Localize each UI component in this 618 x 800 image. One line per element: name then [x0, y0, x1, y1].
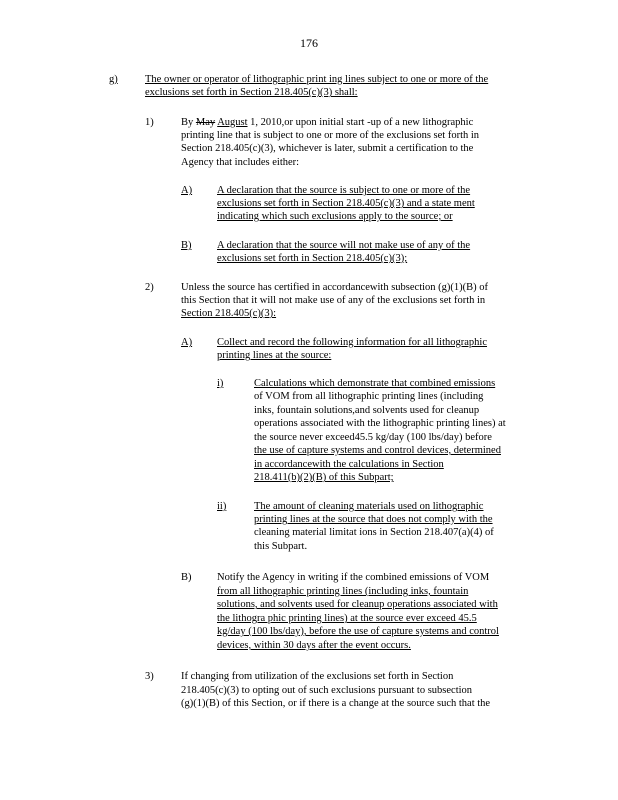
item-2b-line: kg/day (100 lbs/day), before the use of capture systems and control: [217, 626, 499, 637]
item-2ai-line: Calculations which demonstrate that combined emissions: [254, 378, 496, 389]
item-2b-line: Notify the Agency in writing if the combined emissions of VOM: [217, 572, 490, 583]
item-2b-line: the lithogra phic printing lines) at the source ever exceed 45.5: [217, 613, 477, 624]
item-2ai-line: of VOM from all lithographic printing lines (including: [254, 391, 484, 402]
item-2ai-line: the source never exceed45.5 kg/day (100 lbs/day) before: [254, 432, 492, 443]
item-2-line: this Section that it will not make use of any of the exclusions set forth in: [181, 295, 486, 306]
item-2b-label: B): [181, 572, 192, 583]
item-1-line: [181, 117, 473, 128]
item-1a-line: exclusions set forth in Section 218.405(c)(3) and a state ment: [217, 198, 475, 209]
item-2-line: Section 218.405(c)(3):: [181, 308, 277, 319]
item-2aii-line: printing lines at the source that does not comply with the: [254, 514, 493, 525]
item-1a-line: A declaration that the source is subject to one or more of the: [217, 185, 471, 196]
item-2b-line: devices, within 30 days after the event occurs.: [217, 640, 411, 651]
item-3-line: If changing from utilization of the exclusions set forth in Section: [181, 671, 454, 682]
item-2aii-line: cleaning material limitat ions in Section 218.407(a)(4) of: [254, 527, 494, 538]
item-2b-line: solutions, and solvents used for cleanup operations associated with: [217, 599, 498, 610]
item-1b-line: A declaration that the source will not make use of any of the: [217, 240, 471, 251]
page-number: 176: [300, 36, 318, 50]
item-2a-line: printing lines at the source:: [217, 350, 332, 361]
item-3-line: 218.405(c)(3) to opting out of such exclusions pursuant to subsection: [181, 685, 473, 696]
item-3-label: 3): [145, 671, 154, 682]
item-2aii-line: this Subpart.: [254, 541, 308, 552]
section-g-line: exclusions set forth in Section 218.405(c)(3) shall:: [145, 87, 358, 98]
item-1-line: Agency that includes either:: [181, 157, 300, 168]
section-g-label: g): [109, 74, 118, 85]
item-2-label: 2): [145, 282, 154, 293]
item-2-line: Unless the source has certified in accordancewith subsection (g)(1)(B) of: [181, 282, 489, 293]
item-1b-line: exclusions set forth in Section 218.405(c)(3);: [217, 253, 408, 264]
item-2b-line: from all lithographic printing lines (including inks, fountain: [217, 586, 469, 597]
item-2a-line: Collect and record the following information for all lithographic: [217, 337, 488, 348]
item-1-line: Section 218.405(c)(3), whichever is later, submit a certification to the: [181, 143, 474, 154]
deleted-text: May: [195, 117, 216, 128]
item-1-text: By: [181, 117, 194, 128]
item-1-line: printing line that is subject to one or more of the exclusions set forth in: [181, 130, 480, 141]
item-3-line: (g)(1)(B) of this Section, or if there is a change at the source such that the: [181, 698, 491, 709]
item-2a-label: A): [181, 337, 193, 348]
item-1-text: 1, 2010,or upon initial start -up of a new lithographic: [250, 117, 474, 128]
item-2ai-line: operations associated with the lithographic printing lines) at: [254, 418, 506, 429]
item-2aii-line: The amount of cleaning materials used on lithographic: [254, 501, 484, 512]
item-2ai-line: the use of capture systems and control devices, determined: [254, 445, 501, 456]
item-1b-label: B): [181, 240, 192, 251]
item-1a-line: indicating which such exclusions apply to the source; or: [217, 211, 453, 222]
item-2ai-line: 218.411(b)(2)(B) of this Subpart;: [254, 472, 394, 483]
inserted-text: August: [217, 117, 248, 128]
item-2ai-label: i): [217, 378, 224, 389]
item-2ai-line: in accordancewith the calculations in Section: [254, 459, 444, 470]
item-2ai-line: inks, fountain solutions,and solvents used for cleanup: [254, 405, 480, 416]
item-1a-label: A): [181, 185, 193, 196]
item-2aii-label: ii): [217, 501, 227, 512]
item-1-label: 1): [145, 117, 154, 128]
section-g-line: The owner or operator of lithographic print ing lines subject to one or more of the: [145, 74, 489, 85]
